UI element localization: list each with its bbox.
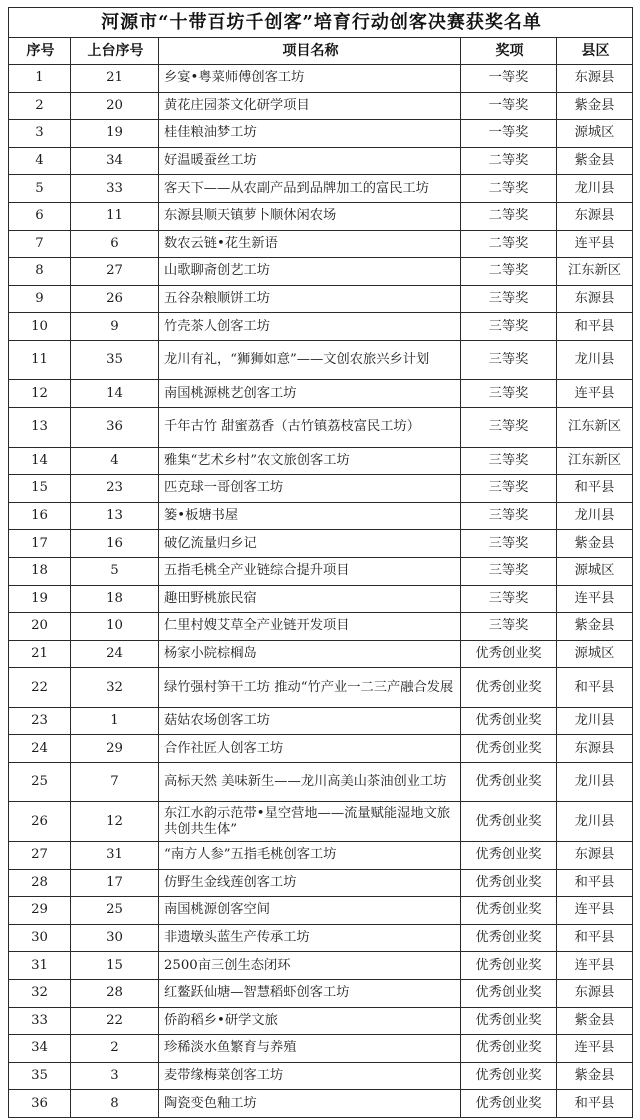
cell-project: 仿野生金线莲创客工坊: [159, 869, 461, 897]
cell-county: 连平县: [557, 380, 633, 408]
cell-stage-order: 16: [71, 530, 159, 558]
header-county: 县区: [557, 38, 633, 65]
cell-award: 三等奖: [461, 408, 557, 448]
table-row: [9, 408, 633, 448]
cell-county: 东源县: [557, 841, 633, 869]
cell-county: 东源县: [557, 202, 633, 230]
cell-award: 优秀创业奖: [461, 1062, 557, 1090]
cell-index: 24: [9, 735, 71, 763]
cell-award: 二等奖: [461, 147, 557, 175]
title-row: [9, 8, 633, 38]
cell-award: 优秀创业奖: [461, 897, 557, 925]
cell-project: “南方人参”五指毛桃创客工坊: [159, 841, 461, 869]
header-row: [9, 38, 633, 65]
cell-stage-order: 24: [71, 640, 159, 668]
cell-stage-order: 31: [71, 841, 159, 869]
cell-index: 16: [9, 502, 71, 530]
cell-award: 三等奖: [461, 502, 557, 530]
cell-project: 陶瓷变色釉工坊: [159, 1090, 461, 1118]
table-row: [9, 1090, 633, 1118]
cell-stage-order: 14: [71, 380, 159, 408]
table-row: [9, 897, 633, 925]
cell-county: 东源县: [557, 65, 633, 93]
cell-award: 优秀创业奖: [461, 952, 557, 980]
table-row: [9, 380, 633, 408]
cell-award: 二等奖: [461, 230, 557, 258]
cell-stage-order: 15: [71, 952, 159, 980]
table-row: [9, 1035, 633, 1063]
cell-award: 三等奖: [461, 475, 557, 503]
cell-index: 17: [9, 530, 71, 558]
cell-county: 紫金县: [557, 147, 633, 175]
cell-project: 非遗墩头蓝生产传承工坊: [159, 924, 461, 952]
cell-project: 雅集“艺术乡村”农文旅创客工坊: [159, 447, 461, 475]
table-row: [9, 202, 633, 230]
cell-project: 山歌聊斋创艺工坊: [159, 258, 461, 286]
header-stage-order: 上台序号: [71, 38, 159, 65]
cell-index: 9: [9, 285, 71, 313]
cell-stage-order: 2: [71, 1035, 159, 1063]
cell-stage-order: 11: [71, 202, 159, 230]
cell-stage-order: 28: [71, 979, 159, 1007]
cell-project: 龙川有礼，“狮狮如意”——文创农旅兴乡计划: [159, 340, 461, 380]
cell-project: 破亿流量归乡记: [159, 530, 461, 558]
cell-county: 源城区: [557, 557, 633, 585]
table-row: [9, 557, 633, 585]
table-row: [9, 707, 633, 735]
cell-index: 14: [9, 447, 71, 475]
cell-county: 紫金县: [557, 1062, 633, 1090]
cell-award: 三等奖: [461, 340, 557, 380]
cell-index: 34: [9, 1035, 71, 1063]
table-row: [9, 340, 633, 380]
cell-county: 龙川县: [557, 762, 633, 802]
cell-award: 三等奖: [461, 585, 557, 613]
cell-stage-order: 10: [71, 613, 159, 641]
cell-award: 三等奖: [461, 447, 557, 475]
cell-award: 优秀创业奖: [461, 802, 557, 842]
table-row: [9, 668, 633, 708]
cell-stage-order: 26: [71, 285, 159, 313]
cell-project: 五指毛桃全产业链综合提升项目: [159, 557, 461, 585]
cell-stage-order: 20: [71, 92, 159, 120]
cell-index: 2: [9, 92, 71, 120]
cell-award: 三等奖: [461, 313, 557, 341]
cell-project: 竹壳茶人创客工坊: [159, 313, 461, 341]
cell-award: 优秀创业奖: [461, 735, 557, 763]
header-index: 序号: [9, 38, 71, 65]
cell-award: 优秀创业奖: [461, 979, 557, 1007]
cell-index: 27: [9, 841, 71, 869]
cell-stage-order: 18: [71, 585, 159, 613]
table-row: [9, 258, 633, 286]
cell-county: 连平县: [557, 1035, 633, 1063]
table-row: [9, 735, 633, 763]
cell-project: 趣田野桃旅民宿: [159, 585, 461, 613]
cell-stage-order: 30: [71, 924, 159, 952]
cell-index: 15: [9, 475, 71, 503]
header-award: 奖项: [461, 38, 557, 65]
cell-index: 30: [9, 924, 71, 952]
cell-county: 和平县: [557, 313, 633, 341]
cell-index: 29: [9, 897, 71, 925]
cell-stage-order: 25: [71, 897, 159, 925]
cell-award: 优秀创业奖: [461, 762, 557, 802]
cell-project: 数农云链•花生新语: [159, 230, 461, 258]
cell-award: 优秀创业奖: [461, 668, 557, 708]
cell-index: 36: [9, 1090, 71, 1118]
cell-county: 江东新区: [557, 408, 633, 448]
cell-project: 侨韵稻乡•研学文旅: [159, 1007, 461, 1035]
cell-stage-order: 8: [71, 1090, 159, 1118]
cell-award: 优秀创业奖: [461, 1007, 557, 1035]
table-row: [9, 147, 633, 175]
cell-index: 7: [9, 230, 71, 258]
table-title: 河源市“十带百坊千创客”培育行动创客决赛获奖名单: [9, 8, 633, 38]
cell-project: 五谷杂粮顺饼工坊: [159, 285, 461, 313]
cell-stage-order: 22: [71, 1007, 159, 1035]
table-row: [9, 230, 633, 258]
cell-project: 黄花庄园茶文化研学项目: [159, 92, 461, 120]
cell-index: 20: [9, 613, 71, 641]
cell-project: 绿竹强村笋干工坊 推动“竹产业一二三产融合发展: [159, 668, 461, 708]
cell-index: 8: [9, 258, 71, 286]
cell-county: 源城区: [557, 120, 633, 148]
cell-county: 紫金县: [557, 1007, 633, 1035]
cell-county: 江东新区: [557, 447, 633, 475]
cell-index: 4: [9, 147, 71, 175]
table-row: [9, 585, 633, 613]
table-row: [9, 1007, 633, 1035]
cell-project: 珍稀淡水鱼繁育与养殖: [159, 1035, 461, 1063]
cell-stage-order: 34: [71, 147, 159, 175]
cell-award: 一等奖: [461, 92, 557, 120]
cell-index: 35: [9, 1062, 71, 1090]
cell-stage-order: 12: [71, 802, 159, 842]
table-row: [9, 175, 633, 203]
cell-stage-order: 1: [71, 707, 159, 735]
cell-index: 11: [9, 340, 71, 380]
table-row: [9, 285, 633, 313]
cell-county: 紫金县: [557, 530, 633, 558]
cell-county: 连平县: [557, 230, 633, 258]
cell-index: 21: [9, 640, 71, 668]
table-row: [9, 502, 633, 530]
cell-index: 10: [9, 313, 71, 341]
cell-award: 优秀创业奖: [461, 707, 557, 735]
cell-project: 麦带缘梅菜创客工坊: [159, 1062, 461, 1090]
cell-project: 千年古竹 甜蜜荔香（古竹镇荔枝富民工坊）: [159, 408, 461, 448]
cell-index: 33: [9, 1007, 71, 1035]
cell-award: 优秀创业奖: [461, 1090, 557, 1118]
cell-county: 和平县: [557, 1090, 633, 1118]
cell-county: 和平县: [557, 924, 633, 952]
cell-index: 32: [9, 979, 71, 1007]
table-body: [9, 65, 633, 1118]
cell-award: 二等奖: [461, 175, 557, 203]
table-row: [9, 762, 633, 802]
cell-project: 杨家小院棕榈岛: [159, 640, 461, 668]
cell-stage-order: 32: [71, 668, 159, 708]
cell-index: 1: [9, 65, 71, 93]
table-row: [9, 475, 633, 503]
cell-project: 合作社匠人创客工坊: [159, 735, 461, 763]
cell-project: 红鳌跃仙塘—智慧稻虾创客工坊: [159, 979, 461, 1007]
table-row: [9, 841, 633, 869]
cell-index: 18: [9, 557, 71, 585]
cell-award: 三等奖: [461, 530, 557, 558]
cell-stage-order: 36: [71, 408, 159, 448]
cell-project: 乡宴•粤菜师傅创客工坊: [159, 65, 461, 93]
cell-county: 和平县: [557, 869, 633, 897]
table-row: [9, 979, 633, 1007]
header-project: 项目名称: [159, 38, 461, 65]
cell-award: 优秀创业奖: [461, 869, 557, 897]
cell-stage-order: 27: [71, 258, 159, 286]
cell-index: 26: [9, 802, 71, 842]
cell-index: 13: [9, 408, 71, 448]
table-row: [9, 952, 633, 980]
cell-index: 6: [9, 202, 71, 230]
cell-stage-order: 9: [71, 313, 159, 341]
cell-county: 连平县: [557, 952, 633, 980]
cell-county: 龙川县: [557, 175, 633, 203]
cell-index: 12: [9, 380, 71, 408]
table-row: [9, 447, 633, 475]
cell-stage-order: 29: [71, 735, 159, 763]
cell-award: 优秀创业奖: [461, 841, 557, 869]
cell-county: 和平县: [557, 475, 633, 503]
cell-stage-order: 7: [71, 762, 159, 802]
cell-county: 东源县: [557, 285, 633, 313]
cell-stage-order: 13: [71, 502, 159, 530]
cell-county: 连平县: [557, 897, 633, 925]
cell-stage-order: 6: [71, 230, 159, 258]
cell-index: 5: [9, 175, 71, 203]
cell-county: 江东新区: [557, 258, 633, 286]
table-row: [9, 65, 633, 93]
table-row: [9, 869, 633, 897]
cell-index: 3: [9, 120, 71, 148]
cell-stage-order: 5: [71, 557, 159, 585]
cell-stage-order: 35: [71, 340, 159, 380]
cell-award: 优秀创业奖: [461, 640, 557, 668]
cell-stage-order: 17: [71, 869, 159, 897]
cell-stage-order: 21: [71, 65, 159, 93]
cell-project: 东江水韵示范带•星空营地——流量赋能湿地文旅共创共生体”: [159, 802, 461, 842]
cell-project: 2500亩三创生态闭环: [159, 952, 461, 980]
cell-project: 桂佳粮油梦工坊: [159, 120, 461, 148]
cell-county: 东源县: [557, 979, 633, 1007]
cell-project: 仁里村嫂艾草全产业链开发项目: [159, 613, 461, 641]
cell-index: 22: [9, 668, 71, 708]
cell-award: 二等奖: [461, 258, 557, 286]
cell-project: 东源县顺天镇萝卜顺休闲农场: [159, 202, 461, 230]
cell-stage-order: 4: [71, 447, 159, 475]
cell-award: 三等奖: [461, 285, 557, 313]
table-row: [9, 313, 633, 341]
table-row: [9, 120, 633, 148]
cell-stage-order: 19: [71, 120, 159, 148]
cell-county: 紫金县: [557, 613, 633, 641]
cell-award: 二等奖: [461, 202, 557, 230]
table-row: [9, 802, 633, 842]
cell-award: 三等奖: [461, 613, 557, 641]
cell-award: 三等奖: [461, 380, 557, 408]
award-table: [8, 7, 633, 1118]
cell-award: 一等奖: [461, 120, 557, 148]
table-row: [9, 613, 633, 641]
table-row: [9, 530, 633, 558]
cell-project: 好温暖蚕丝工坊: [159, 147, 461, 175]
cell-county: 连平县: [557, 585, 633, 613]
cell-county: 龙川县: [557, 802, 633, 842]
cell-award: 优秀创业奖: [461, 924, 557, 952]
cell-project: 客天下——从农副产品到品牌加工的富民工坊: [159, 175, 461, 203]
cell-award: 一等奖: [461, 65, 557, 93]
cell-county: 源城区: [557, 640, 633, 668]
cell-stage-order: 3: [71, 1062, 159, 1090]
cell-project: 篓•板塘书屋: [159, 502, 461, 530]
cell-project: 南国桃源创客空间: [159, 897, 461, 925]
table-row: [9, 92, 633, 120]
cell-index: 31: [9, 952, 71, 980]
cell-county: 龙川县: [557, 502, 633, 530]
award-list-document: [8, 7, 632, 1118]
cell-project: 匹克球一哥创客工坊: [159, 475, 461, 503]
cell-county: 东源县: [557, 735, 633, 763]
cell-award: 三等奖: [461, 557, 557, 585]
cell-award: 优秀创业奖: [461, 1035, 557, 1063]
cell-county: 紫金县: [557, 92, 633, 120]
cell-project: 菇姑农场创客工坊: [159, 707, 461, 735]
cell-index: 23: [9, 707, 71, 735]
cell-county: 龙川县: [557, 707, 633, 735]
table-row: [9, 640, 633, 668]
cell-index: 25: [9, 762, 71, 802]
cell-index: 19: [9, 585, 71, 613]
cell-county: 和平县: [557, 668, 633, 708]
cell-project: 高标天然 美味新生——龙川高美山茶油创业工坊: [159, 762, 461, 802]
cell-county: 龙川县: [557, 340, 633, 380]
table-row: [9, 924, 633, 952]
table-row: [9, 1062, 633, 1090]
cell-project: 南国桃源桃艺创客工坊: [159, 380, 461, 408]
cell-index: 28: [9, 869, 71, 897]
cell-stage-order: 23: [71, 475, 159, 503]
cell-stage-order: 33: [71, 175, 159, 203]
